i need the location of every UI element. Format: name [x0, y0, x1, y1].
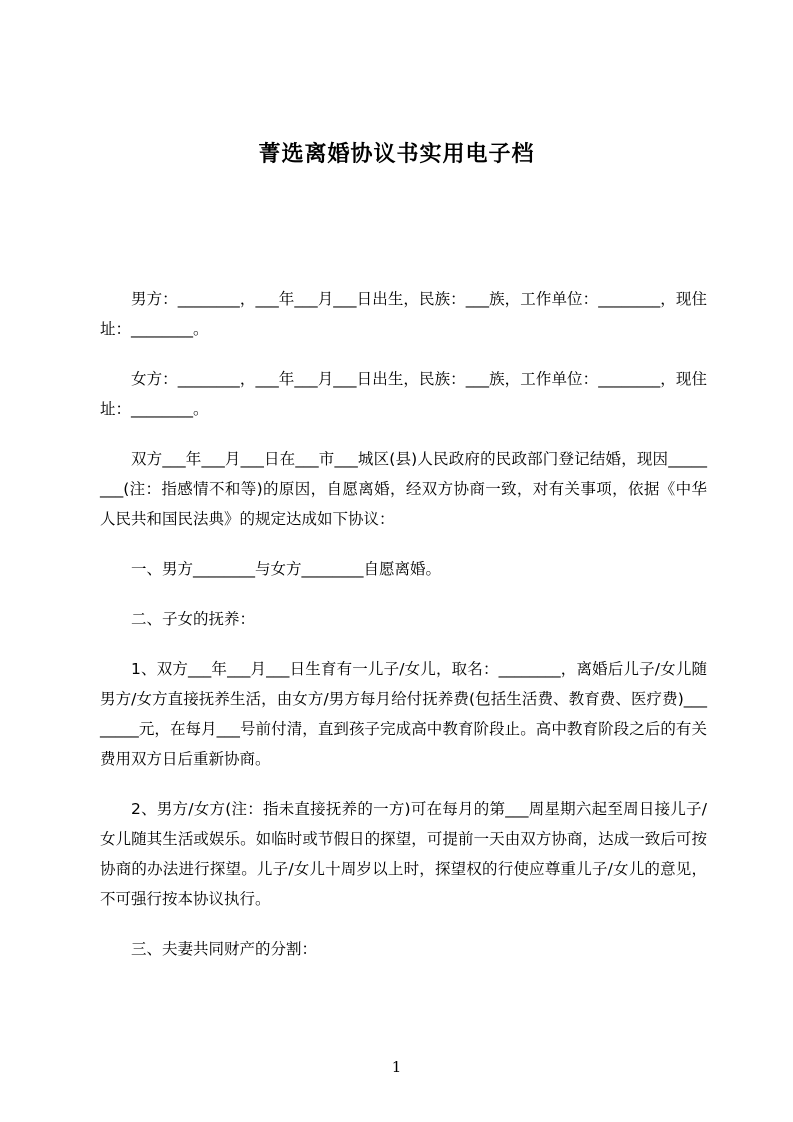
clause-2-item-2-visitation-rights: 2、男方/女方(注：指未直接抚养的一方)可在每月的第___周星期六起至周日接儿子/女儿随其生活或娱乐。如临时或节假日的探望，可提前一天由双方协商，达成一致后可按协商的办法进行探望。儿子/女儿十周岁以上时，探望权的行使应尊重儿子/女儿的意见，不可强行按本协议执行。	[100, 800, 707, 908]
clause-2-child-custody-heading: 二、子女的抚养：	[131, 610, 256, 628]
paragraph-husband-info: 男方：________，___年___月___日出生，民族：___族，工作单位：________，现住址：________。	[100, 290, 707, 338]
paragraph-wife-info: 女方：________，___年___月___日出生，民族：___族，工作单位：________，现住址：________。	[100, 370, 707, 418]
clause-3-property-division-heading: 三、夫妻共同财产的分割：	[131, 940, 318, 958]
paragraph-marriage-registration: 双方___年___月___日在___市___城区(县)人民政府的民政部门登记结婚，现因________(注：指感情不和等)的原因，自愿离婚，经双方协商一致，对有关事项，依据《中华人民共和国民法典》的规定达成如下协议：	[100, 450, 707, 528]
clause-1-voluntary-divorce: 一、男方________与女方________自愿离婚。	[131, 560, 442, 578]
document-title: 菁选离婚协议书实用电子档	[258, 142, 535, 167]
page-number: 1	[391, 1058, 402, 1076]
document-body	[100, 170, 707, 964]
clause-2-item-1-custody-support: 1、双方___年___月___日生育有一儿子/女儿，取名：________，离婚后儿子/女儿随男方/女方直接抚养生活，由女方/男方每月给付抚养费(包括生活费、教育费、医疗费)________元，在每月___号前付清，直到孩子完成高中教育阶段止。高中教育阶段之后的有关费用双方日后重新协商。	[100, 660, 707, 768]
